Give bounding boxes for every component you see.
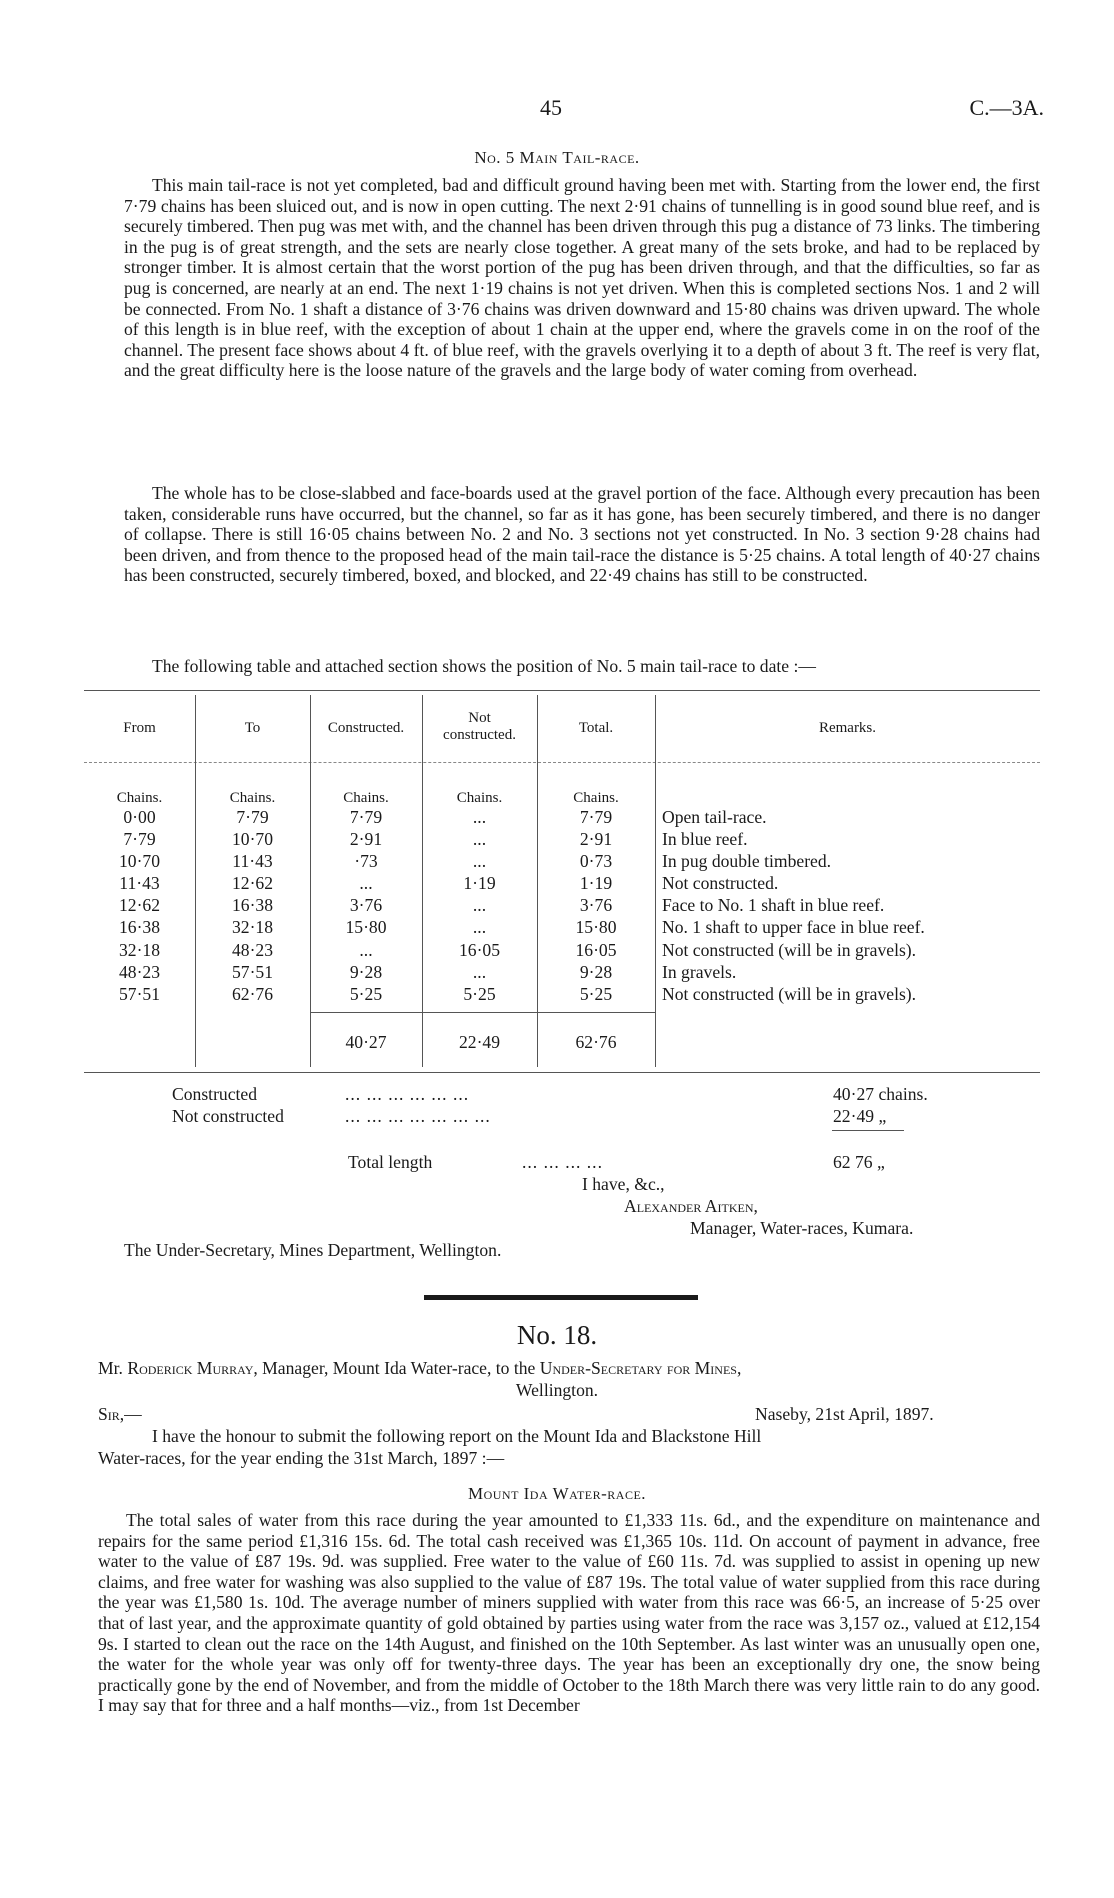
closing-phrase: I have, &c., <box>582 1174 665 1194</box>
not-constructed-cell: ... <box>472 829 487 850</box>
total-cell: 1·19 <box>579 873 613 894</box>
sum-total: 62·76 <box>575 1032 617 1052</box>
total-cell: 15·80 <box>575 917 617 938</box>
remark-cell: No. 1 shaft to upper face in blue reef. <box>662 917 925 938</box>
constructed-cell: 3·76 <box>349 895 383 916</box>
from-cell: 7·79 <box>123 829 156 850</box>
letter-from-line <box>98 1358 741 1379</box>
sum-constructed: 40·27 <box>345 1032 387 1052</box>
page-number: 45 <box>540 95 562 120</box>
not-constructed-cell: ... <box>472 961 487 982</box>
summary-constructed-label: Constructed <box>172 1084 258 1104</box>
remark-cell: In pug double timbered. <box>662 851 832 872</box>
header-to: To <box>244 720 261 736</box>
summary-sum-rule <box>832 1130 904 1131</box>
paragraph-mount-ida: The total sales of water from this race during the year amounted to £1,333 11s. 6d., and the expenditure on maintenance and repairs for the same period £1,316 15s. 6d. The total cash received was £1,365 10s. 11d. On account of payment in advance, free water to the value of £87 19s. 9d. was supplied. Free water to the value of £60 11s. 7d. was supplied to assist in opening up new claims, and free water for washing was also supplied to the value of £87 19s. The total value of water supplied from this race during the year was £1,580 1s. 10d. The average number of miners supplied with water from this race was 66·5, an increase of 5·25 over that of last year, and the approximate quantity of gold obtained by parties using water from the race was 3,157 oz., valued at £12,154 9s. I started to clean out the race on the 14th August, and finished on the 10th September. As last winter was an unusually open one, the water for the whole year was only off for twenty-three days. The year has been an exceptionally dry one, the snow being practically gone by the end of November, and from the middle of October to the 18th March there was very little rain to do any good. I may say that for three and a half months—viz., from 1st December <box>98 1510 1040 1716</box>
total-cell: 2·91 <box>579 829 613 850</box>
constructed-cell: 15·80 <box>345 917 387 938</box>
addressee: The Under-Secretary, Mines Department, Wellington. <box>124 1240 502 1260</box>
column-constructed <box>310 806 422 1005</box>
letter-opening-2: Water-races, for the year ending the 31st March, 1897 :— <box>98 1448 505 1468</box>
from-cell: 16·38 <box>118 917 161 938</box>
to-cell: 48·23 <box>231 939 274 960</box>
constructed-cell: 9·28 <box>349 961 383 982</box>
not-constructed-cell: 1·19 <box>463 873 496 894</box>
remark-cell: In blue reef. <box>662 829 748 850</box>
constructed-cell: ... <box>359 873 373 894</box>
col-divider-5 <box>655 695 656 1067</box>
total-cell: 9·28 <box>579 961 613 982</box>
paragraph-tail-race-1: This main tail-race is not yet completed, bad and difficult ground having been met with. Starting from the lower end, the first 7·79 chains has been sluiced out, and is now in open cutting. The next 2·91 chains of tunnelling is in good sound blue reef, and is securely timbered. Then pug was met with, and the channel has been driven through this pug a distance of 73 links. The timbering in the pug is of great strength, and the sets are nearly close together. A great many of the sets broke, and had to be replaced by stronger timber. It is almost certain that the worst portion of the pug has been driven through, and that the difficulties, so far as pug is concerned, are nearly at an end. The next 1·19 chains is not yet driven. When this is completed sections Nos. 1 and 2 will be connected. From No. 1 shaft a distance of 3·76 chains was driven downward and 15·80 chains was driven upward. The whole of this length is in blue reef, with the exception of about 1 chain at the upper end, where the gravels come in on the roof of the channel. The present face shows about 4 ft. of blue reef, with the gravels overlying it to a depth of about 3 ft. The reef is very flat, and the great difficulty here is the loose nature of the gravels and the large body of water coming from overhead. <box>124 175 1040 381</box>
summary-constructed-dots: ... ... ... ... ... ... <box>345 1084 470 1104</box>
total-cell: 7·79 <box>579 807 613 827</box>
from-cell: 57·51 <box>118 983 161 1004</box>
not-constructed-cell: ... <box>472 917 487 938</box>
to-recipient: Under-Secretary for Mines <box>539 1358 737 1378</box>
constructed-cell: 5·25 <box>349 983 383 1004</box>
salutation: Sir,— <box>98 1404 142 1424</box>
total-cell: 5·25 <box>579 983 613 1004</box>
unit-constructed: Chains. <box>343 790 389 806</box>
summary-not-constructed-value: 22·49 „ <box>833 1106 887 1126</box>
paragraph-tail-race-2: The whole has to be close-slabbed and face-boards used at the gravel portion of the face. Although every precaution has been taken, considerable runs have occurred, but the channel, so far as it has gone, has been securely timbered, and there is no danger of collapse. There is still 16·05 chains between No. 2 and No. 3 sections not yet constructed. In No. 3 section 9·28 chains had been driven, and from thence to the proposed head of the main tail-race the distance is 5·25 chains. A total length of 40·27 chains has been constructed, securely timbered, boxed, and blocked, and 22·49 chains has still to be constructed. <box>124 483 1040 586</box>
signatory-name: Alexander Aitken, <box>624 1196 758 1216</box>
section-title-tail-race: No. 5 Main Tail-race. <box>474 148 640 167</box>
table-header-rule <box>84 762 1040 763</box>
table-top-rule <box>84 690 1040 691</box>
letter-from-line-2: Wellington. <box>515 1380 599 1400</box>
header-not-constructed-line-2: constructed. <box>443 727 516 743</box>
from-cell: 48·23 <box>118 961 161 982</box>
not-constructed-cell: 5·25 <box>463 983 496 1004</box>
header-constructed: Constructed. <box>327 720 405 736</box>
to-cell: 62·76 <box>231 983 274 1004</box>
total-cell: 16·05 <box>575 939 617 960</box>
section-divider <box>424 1295 698 1300</box>
summary-constructed-value: 40·27 chains. <box>833 1084 928 1104</box>
table-total-rule <box>310 1012 655 1013</box>
remark-cell: Face to No. 1 shaft in blue reef. <box>662 895 885 916</box>
remark-cell: Not constructed (will be in gravels). <box>662 983 917 1004</box>
letter-number: No. 18. <box>516 1320 598 1350</box>
table-intro: The following table and attached section shows the position of No. 5 main tail-race to date :— <box>152 656 816 676</box>
summary-total-dots: ... ... ... ... <box>522 1152 603 1172</box>
header-remarks: Remarks. <box>818 720 877 736</box>
to-cell: 32·18 <box>231 917 274 938</box>
from-middle: , Manager, Mount Ida Water-race, to the <box>253 1358 540 1378</box>
summary-total-value: 62 76 „ <box>833 1152 885 1172</box>
column-total <box>537 806 655 1005</box>
constructed-cell: 7·79 <box>349 807 383 827</box>
header-from: From <box>123 720 156 736</box>
page-header <box>0 95 1114 125</box>
from-prefix: Mr. <box>98 1358 128 1378</box>
header-not-constructed <box>422 710 537 744</box>
to-cell: 12·62 <box>231 873 274 894</box>
from-cell: 12·62 <box>118 895 161 916</box>
document-code: C.—3A. <box>969 95 1044 120</box>
remark-cell: In gravels. <box>662 961 737 982</box>
total-cell: 3·76 <box>579 895 613 916</box>
unit-from: Chains. <box>116 790 163 806</box>
to-cell: 57·51 <box>231 961 274 982</box>
remark-cell: Open tail-race. <box>662 807 767 827</box>
remark-cell: Not constructed. <box>662 873 779 894</box>
summary-total-label: Total length <box>348 1152 433 1172</box>
column-to <box>195 806 310 1005</box>
section-title-mount-ida: Mount Ida Water-race. <box>467 1484 647 1503</box>
place-date: Naseby, 21st April, 1897. <box>755 1404 934 1424</box>
unit-to: Chains. <box>229 790 276 806</box>
from-suffix: , <box>736 1358 742 1378</box>
remark-cell: Not constructed (will be in gravels). <box>662 939 917 960</box>
column-not-constructed <box>422 806 537 1005</box>
summary-not-constructed-label: Not constructed <box>172 1106 284 1126</box>
to-cell: 11·43 <box>232 851 273 872</box>
not-constructed-cell: 16·05 <box>458 939 501 960</box>
table-bottom-rule <box>84 1072 1040 1073</box>
header-total: Total. <box>578 720 614 736</box>
constructed-cell: ·73 <box>354 851 378 872</box>
from-cell: 32·18 <box>118 939 161 960</box>
to-cell: 16·38 <box>231 895 274 916</box>
unit-not-constructed: Chains. <box>456 790 503 806</box>
sum-not-constructed: 22·49 <box>458 1032 501 1052</box>
from-cell: 0·00 <box>123 807 156 827</box>
to-cell: 7·79 <box>236 807 269 827</box>
from-name: Roderick Murray <box>127 1358 254 1378</box>
signatory-title: Manager, Water-races, Kumara. <box>690 1218 914 1238</box>
constructed-cell: 2·91 <box>349 829 383 850</box>
from-cell: 11·43 <box>119 873 160 894</box>
from-cell: 10·70 <box>118 851 161 872</box>
not-constructed-cell: ... <box>472 851 487 872</box>
summary-not-constructed-dots: ... ... ... ... ... ... ... <box>345 1106 491 1126</box>
to-cell: 10·70 <box>231 829 274 850</box>
column-from <box>84 806 195 1005</box>
not-constructed-cell: ... <box>472 807 487 827</box>
not-constructed-cell: ... <box>472 895 487 916</box>
letter-opening-1: I have the honour to submit the following report on the Mount Ida and Blackstone Hill <box>152 1426 762 1446</box>
constructed-cell: ... <box>359 939 373 960</box>
column-remarks <box>662 806 1037 1005</box>
header-not-constructed-line-1: Not <box>468 710 491 726</box>
unit-total: Chains. <box>573 790 619 806</box>
total-cell: 0·73 <box>579 851 613 872</box>
